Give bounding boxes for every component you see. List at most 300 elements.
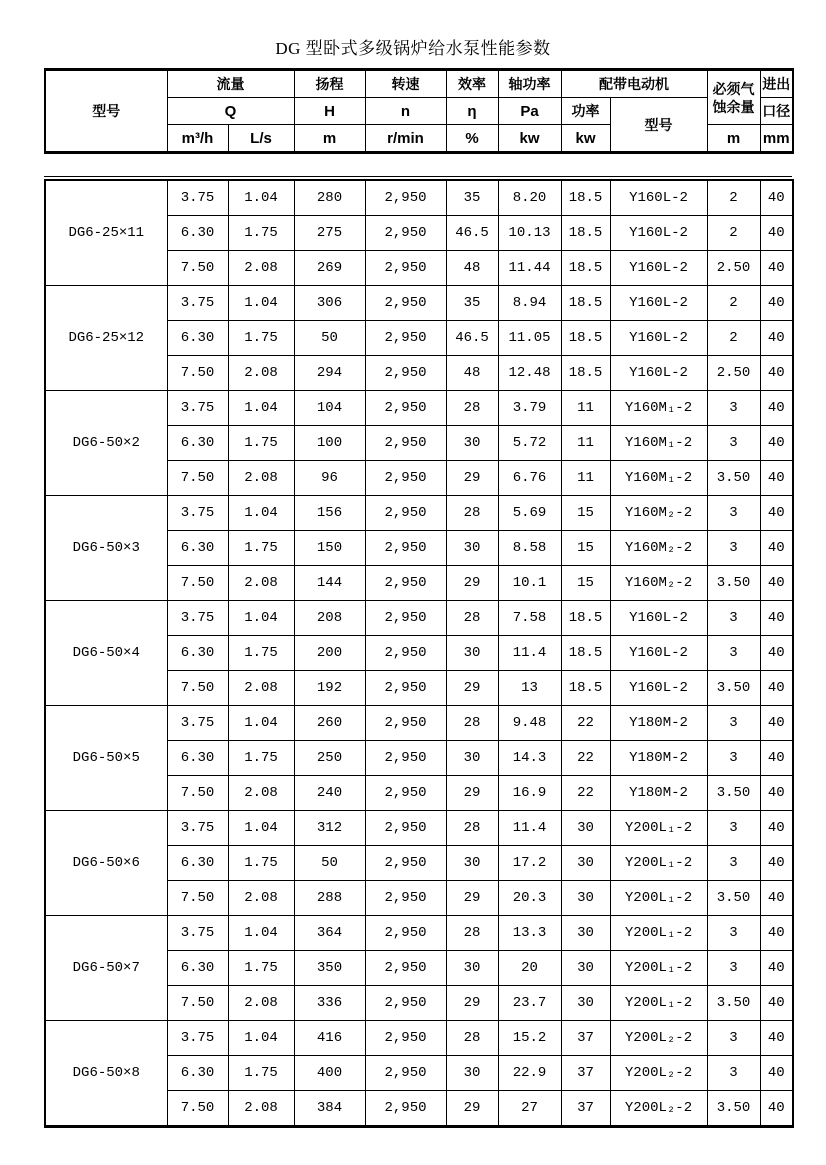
table-cell: 40 <box>760 180 793 216</box>
table-cell: 40 <box>760 811 793 846</box>
table-cell: 28 <box>446 811 498 846</box>
header-motor-group: 配带电动机 <box>561 70 707 98</box>
table-cell: 40 <box>760 216 793 251</box>
table-cell: 11 <box>561 461 610 496</box>
table-cell: Y160L-2 <box>610 251 707 286</box>
table-cell: 8.94 <box>498 286 561 321</box>
table-cell: 400 <box>294 1056 365 1091</box>
table-cell: 1.75 <box>228 636 294 671</box>
table-cell: 2.50 <box>707 251 760 286</box>
table-cell: 1.75 <box>228 846 294 881</box>
table-cell: 40 <box>760 601 793 636</box>
table-cell: 3.50 <box>707 566 760 601</box>
table-cell: 7.58 <box>498 601 561 636</box>
table-row <box>45 391 793 426</box>
table-cell: Y160L-2 <box>610 601 707 636</box>
table-cell: 1.75 <box>228 321 294 356</box>
table-cell: Y160L-2 <box>610 180 707 216</box>
table-cell: Y160L-2 <box>610 356 707 391</box>
header-speed: 转速 <box>365 70 446 98</box>
table-cell: 6.30 <box>167 426 228 461</box>
table-cell: Y180M-2 <box>610 741 707 776</box>
table-cell: 40 <box>760 636 793 671</box>
table-cell: 48 <box>446 356 498 391</box>
table-cell: 2 <box>707 321 760 356</box>
table-cell: 3.75 <box>167 1021 228 1056</box>
pump-table-body <box>45 180 793 1127</box>
table-cell: 1.04 <box>228 180 294 216</box>
table-cell: 1.04 <box>228 496 294 531</box>
table-cell: 1.04 <box>228 601 294 636</box>
table-cell: 7.50 <box>167 566 228 601</box>
table-cell: 7.50 <box>167 881 228 916</box>
table-cell: 40 <box>760 251 793 286</box>
table-cell: 2,950 <box>365 741 446 776</box>
table-cell: 37 <box>561 1056 610 1091</box>
header-motor-model: 型号 <box>610 98 707 153</box>
table-cell: 50 <box>294 846 365 881</box>
pump-model-cell: DG6-50×7 <box>45 916 167 1021</box>
table-row <box>45 496 793 531</box>
table-cell: 3.50 <box>707 1091 760 1127</box>
table-cell: Y200L₂-2 <box>610 1021 707 1056</box>
table-cell: 30 <box>446 741 498 776</box>
table-cell: 96 <box>294 461 365 496</box>
table-cell: 16.9 <box>498 776 561 811</box>
table-cell: 30 <box>561 846 610 881</box>
table-cell: 1.75 <box>228 216 294 251</box>
pump-model-cell: DG6-50×8 <box>45 1021 167 1127</box>
table-cell: 6.30 <box>167 321 228 356</box>
table-cell: 2,950 <box>365 811 446 846</box>
table-cell: 3 <box>707 1021 760 1056</box>
table-cell: 2.08 <box>228 461 294 496</box>
table-cell: 30 <box>446 846 498 881</box>
table-cell: 364 <box>294 916 365 951</box>
table-cell: 3.75 <box>167 180 228 216</box>
pump-model-cell: DG6-50×5 <box>45 706 167 811</box>
table-cell: 6.30 <box>167 216 228 251</box>
table-cell: 18.5 <box>561 601 610 636</box>
pump-model-cell: DG6-25×11 <box>45 180 167 286</box>
table-cell: 2,950 <box>365 881 446 916</box>
table-cell: 40 <box>760 881 793 916</box>
header-shaft-power: 轴功率 <box>498 70 561 98</box>
table-cell: 306 <box>294 286 365 321</box>
table-cell: 156 <box>294 496 365 531</box>
table-cell: 3 <box>707 496 760 531</box>
table-cell: 7.50 <box>167 356 228 391</box>
table-cell: 37 <box>561 1021 610 1056</box>
pump-model-cell: DG6-50×6 <box>45 811 167 916</box>
table-cell: 40 <box>760 321 793 356</box>
table-body-block <box>44 176 792 1128</box>
header-port-unit: mm <box>760 125 793 153</box>
table-cell: 6.30 <box>167 741 228 776</box>
table-cell: Y200L₁-2 <box>610 846 707 881</box>
table-cell: 7.50 <box>167 1091 228 1127</box>
table-cell: 18.5 <box>561 180 610 216</box>
table-cell: 7.50 <box>167 251 228 286</box>
table-cell: 15 <box>561 566 610 601</box>
table-cell: 2.08 <box>228 356 294 391</box>
table-cell: 6.76 <box>498 461 561 496</box>
table-header-block <box>44 68 794 154</box>
header-head-symbol: H <box>294 98 365 125</box>
table-cell: 40 <box>760 286 793 321</box>
table-cell: 2 <box>707 180 760 216</box>
table-cell: 11 <box>561 426 610 461</box>
table-cell: 2,950 <box>365 1091 446 1127</box>
table-cell: 3.50 <box>707 776 760 811</box>
pump-model-cell: DG6-50×3 <box>45 496 167 601</box>
table-cell: 2.08 <box>228 776 294 811</box>
table-cell: 2,950 <box>365 496 446 531</box>
table-cell: 3.75 <box>167 496 228 531</box>
table-cell: 2,950 <box>365 846 446 881</box>
header-head-unit: m <box>294 125 365 153</box>
table-cell: 2,950 <box>365 916 446 951</box>
table-cell: 40 <box>760 846 793 881</box>
table-cell: 2,950 <box>365 636 446 671</box>
table-cell: 3 <box>707 1056 760 1091</box>
table-cell: 2,950 <box>365 180 446 216</box>
table-cell: 240 <box>294 776 365 811</box>
table-cell: 28 <box>446 706 498 741</box>
table-cell: 6.30 <box>167 951 228 986</box>
table-cell: 22 <box>561 706 610 741</box>
table-cell: 2.08 <box>228 251 294 286</box>
table-cell: 29 <box>446 986 498 1021</box>
table-cell: Y160L-2 <box>610 321 707 356</box>
table-row <box>45 180 793 216</box>
table-cell: 416 <box>294 1021 365 1056</box>
table-cell: 11 <box>561 391 610 426</box>
table-cell: 20 <box>498 951 561 986</box>
table-cell: 40 <box>760 951 793 986</box>
table-cell: 1.04 <box>228 811 294 846</box>
table-cell: 15.2 <box>498 1021 561 1056</box>
table-cell: 46.5 <box>446 321 498 356</box>
table-cell: 3 <box>707 741 760 776</box>
header-motor-power-unit: kw <box>561 125 610 153</box>
table-cell: 3 <box>707 391 760 426</box>
header-flow-symbol: Q <box>167 98 294 125</box>
table-cell: Y160M₂-2 <box>610 566 707 601</box>
table-cell: 3 <box>707 916 760 951</box>
table-cell: 6.30 <box>167 1056 228 1091</box>
table-cell: 5.69 <box>498 496 561 531</box>
table-cell: 9.48 <box>498 706 561 741</box>
table-row <box>45 916 793 951</box>
table-cell: 29 <box>446 566 498 601</box>
table-cell: Y160M₂-2 <box>610 531 707 566</box>
table-cell: 28 <box>446 1021 498 1056</box>
table-cell: 22 <box>561 776 610 811</box>
table-cell: 40 <box>760 1091 793 1127</box>
table-cell: 2.50 <box>707 356 760 391</box>
table-cell: 1.75 <box>228 951 294 986</box>
table-cell: 11.4 <box>498 811 561 846</box>
table-cell: 30 <box>561 951 610 986</box>
table-cell: 28 <box>446 601 498 636</box>
table-cell: 3.50 <box>707 986 760 1021</box>
table-cell: 1.04 <box>228 706 294 741</box>
header-efficiency-unit: % <box>446 125 498 153</box>
table-cell: 30 <box>561 811 610 846</box>
table-cell: 2,950 <box>365 951 446 986</box>
table-cell: Y160M₁-2 <box>610 461 707 496</box>
table-cell: 3.75 <box>167 601 228 636</box>
table-cell: 7.50 <box>167 986 228 1021</box>
table-cell: 2 <box>707 216 760 251</box>
header-port-line2: 口径 <box>760 98 793 125</box>
table-cell: 3.50 <box>707 671 760 706</box>
table-cell: 275 <box>294 216 365 251</box>
table-cell: 40 <box>760 776 793 811</box>
table-cell: 7.50 <box>167 461 228 496</box>
table-cell: 3 <box>707 811 760 846</box>
table-cell: 18.5 <box>561 356 610 391</box>
table-cell: 260 <box>294 706 365 741</box>
header-efficiency-symbol: η <box>446 98 498 125</box>
table-row <box>45 811 793 846</box>
table-cell: 3.79 <box>498 391 561 426</box>
table-cell: 30 <box>561 881 610 916</box>
table-cell: 3.75 <box>167 391 228 426</box>
document-title: DG 型卧式多级锅炉给水泵性能参数 <box>275 39 551 58</box>
table-cell: 27 <box>498 1091 561 1127</box>
table-cell: 11.44 <box>498 251 561 286</box>
table-cell: 3.75 <box>167 916 228 951</box>
header-flow-unit-m3h: m³/h <box>167 125 228 153</box>
header-efficiency: 效率 <box>446 70 498 98</box>
table-cell: 29 <box>446 776 498 811</box>
table-cell: Y200L₁-2 <box>610 951 707 986</box>
table-cell: Y200L₂-2 <box>610 1056 707 1091</box>
table-cell: Y200L₁-2 <box>610 916 707 951</box>
table-cell: 250 <box>294 741 365 776</box>
header-model: 型号 <box>45 70 167 153</box>
table-cell: 30 <box>561 916 610 951</box>
table-row <box>45 1021 793 1056</box>
table-cell: Y180M-2 <box>610 706 707 741</box>
table-cell: 3.75 <box>167 286 228 321</box>
table-cell: 3 <box>707 636 760 671</box>
header-flow-unit-ls: L/s <box>228 125 294 153</box>
table-cell: 18.5 <box>561 251 610 286</box>
table-cell: 13.3 <box>498 916 561 951</box>
table-cell: 40 <box>760 706 793 741</box>
header-shaft-power-symbol: Pa <box>498 98 561 125</box>
header-row-1 <box>45 70 793 98</box>
table-cell: 28 <box>446 391 498 426</box>
header-npsh <box>707 70 760 125</box>
table-cell: 30 <box>446 531 498 566</box>
table-cell: 104 <box>294 391 365 426</box>
table-cell: 6.30 <box>167 636 228 671</box>
table-cell: 40 <box>760 426 793 461</box>
table-cell: Y160M₂-2 <box>610 496 707 531</box>
table-cell: 40 <box>760 531 793 566</box>
table-cell: 10.13 <box>498 216 561 251</box>
table-cell: 384 <box>294 1091 365 1127</box>
header-head: 扬程 <box>294 70 365 98</box>
header-shaft-power-unit: kw <box>498 125 561 153</box>
header-port-line1: 进出 <box>760 70 793 98</box>
table-row <box>45 601 793 636</box>
table-cell: 8.58 <box>498 531 561 566</box>
pump-model-cell: DG6-50×2 <box>45 391 167 496</box>
table-cell: 7.50 <box>167 671 228 706</box>
table-cell: 3 <box>707 846 760 881</box>
table-cell: 1.75 <box>228 531 294 566</box>
header-speed-unit: r/min <box>365 125 446 153</box>
table-cell: 40 <box>760 986 793 1021</box>
table-cell: 37 <box>561 1091 610 1127</box>
table-cell: 40 <box>760 391 793 426</box>
table-cell: 2,950 <box>365 706 446 741</box>
table-cell: 3.50 <box>707 461 760 496</box>
table-cell: 2,950 <box>365 426 446 461</box>
table-cell: Y160L-2 <box>610 286 707 321</box>
table-cell: 22.9 <box>498 1056 561 1091</box>
table-cell: Y160L-2 <box>610 636 707 671</box>
table-cell: 200 <box>294 636 365 671</box>
header-npsh-unit: m <box>707 125 760 153</box>
table-row <box>45 706 793 741</box>
table-cell: 30 <box>561 986 610 1021</box>
table-cell: 312 <box>294 811 365 846</box>
table-cell: 40 <box>760 1056 793 1091</box>
table-cell: 40 <box>760 671 793 706</box>
table-cell: 2,950 <box>365 601 446 636</box>
table-cell: 18.5 <box>561 671 610 706</box>
table-cell: 2,950 <box>365 321 446 356</box>
table-cell: 35 <box>446 180 498 216</box>
table-cell: 40 <box>760 566 793 601</box>
table-cell: 30 <box>446 951 498 986</box>
table-cell: 280 <box>294 180 365 216</box>
table-cell: Y200L₁-2 <box>610 881 707 916</box>
table-cell: 3 <box>707 426 760 461</box>
table-cell: 3.75 <box>167 811 228 846</box>
table-cell: 2,950 <box>365 216 446 251</box>
table-cell: 2,950 <box>365 986 446 1021</box>
table-cell: 288 <box>294 881 365 916</box>
table-cell: 18.5 <box>561 321 610 356</box>
table-cell: 269 <box>294 251 365 286</box>
table-cell: 1.04 <box>228 286 294 321</box>
table-cell: 2,950 <box>365 356 446 391</box>
table-cell: 28 <box>446 496 498 531</box>
table-cell: 2,950 <box>365 286 446 321</box>
pump-model-cell: DG6-50×4 <box>45 601 167 706</box>
header-motor-power: 功率 <box>561 98 610 125</box>
table-cell: 28 <box>446 916 498 951</box>
header-flow: 流量 <box>167 70 294 98</box>
table-cell: 30 <box>446 636 498 671</box>
table-cell: 10.1 <box>498 566 561 601</box>
table-cell: 48 <box>446 251 498 286</box>
table-cell: 2,950 <box>365 671 446 706</box>
table-cell: Y160L-2 <box>610 671 707 706</box>
table-cell: 2,950 <box>365 391 446 426</box>
table-cell: 29 <box>446 461 498 496</box>
table-cell: 294 <box>294 356 365 391</box>
table-cell: 3 <box>707 531 760 566</box>
table-cell: Y160M₁-2 <box>610 426 707 461</box>
table-cell: Y200L₁-2 <box>610 811 707 846</box>
table-cell: 2.08 <box>228 1091 294 1127</box>
table-cell: Y160L-2 <box>610 216 707 251</box>
pump-spec-body-table <box>44 179 794 1128</box>
table-cell: 144 <box>294 566 365 601</box>
table-cell: 40 <box>760 496 793 531</box>
table-cell: 1.75 <box>228 426 294 461</box>
table-row <box>45 286 793 321</box>
table-cell: 30 <box>446 426 498 461</box>
table-cell: 150 <box>294 531 365 566</box>
table-cell: 2.08 <box>228 986 294 1021</box>
table-cell: 350 <box>294 951 365 986</box>
table-cell: 1.75 <box>228 741 294 776</box>
table-cell: 2,950 <box>365 566 446 601</box>
table-cell: 2,950 <box>365 1056 446 1091</box>
table-cell: 50 <box>294 321 365 356</box>
table-cell: 1.04 <box>228 916 294 951</box>
table-cell: 6.30 <box>167 846 228 881</box>
table-cell: 336 <box>294 986 365 1021</box>
table-cell: 2,950 <box>365 1021 446 1056</box>
header-npsh-line2: 蚀余量 <box>712 98 755 115</box>
table-cell: 18.5 <box>561 636 610 671</box>
table-cell: 2 <box>707 286 760 321</box>
table-cell: 2,950 <box>365 776 446 811</box>
table-cell: 3 <box>707 951 760 986</box>
table-cell: 2,950 <box>365 461 446 496</box>
table-cell: 6.30 <box>167 531 228 566</box>
table-cell: 3 <box>707 706 760 741</box>
table-cell: 7.50 <box>167 776 228 811</box>
pump-spec-header-table <box>44 68 794 154</box>
table-cell: 29 <box>446 671 498 706</box>
table-cell: 46.5 <box>446 216 498 251</box>
table-cell: 3.50 <box>707 881 760 916</box>
table-cell: 15 <box>561 531 610 566</box>
table-cell: 23.7 <box>498 986 561 1021</box>
table-cell: Y180M-2 <box>610 776 707 811</box>
table-cell: 8.20 <box>498 180 561 216</box>
table-cell: 40 <box>760 356 793 391</box>
table-cell: 192 <box>294 671 365 706</box>
table-cell: 3 <box>707 601 760 636</box>
table-cell: 29 <box>446 1091 498 1127</box>
table-cell: 22 <box>561 741 610 776</box>
table-cell: 2.08 <box>228 881 294 916</box>
table-cell: 5.72 <box>498 426 561 461</box>
table-cell: 1.04 <box>228 1021 294 1056</box>
table-cell: 40 <box>760 741 793 776</box>
table-cell: 35 <box>446 286 498 321</box>
table-cell: 17.2 <box>498 846 561 881</box>
table-cell: 12.48 <box>498 356 561 391</box>
table-cell: 2.08 <box>228 671 294 706</box>
header-speed-symbol: n <box>365 98 446 125</box>
table-cell: 20.3 <box>498 881 561 916</box>
table-cell: 15 <box>561 496 610 531</box>
table-cell: 40 <box>760 916 793 951</box>
